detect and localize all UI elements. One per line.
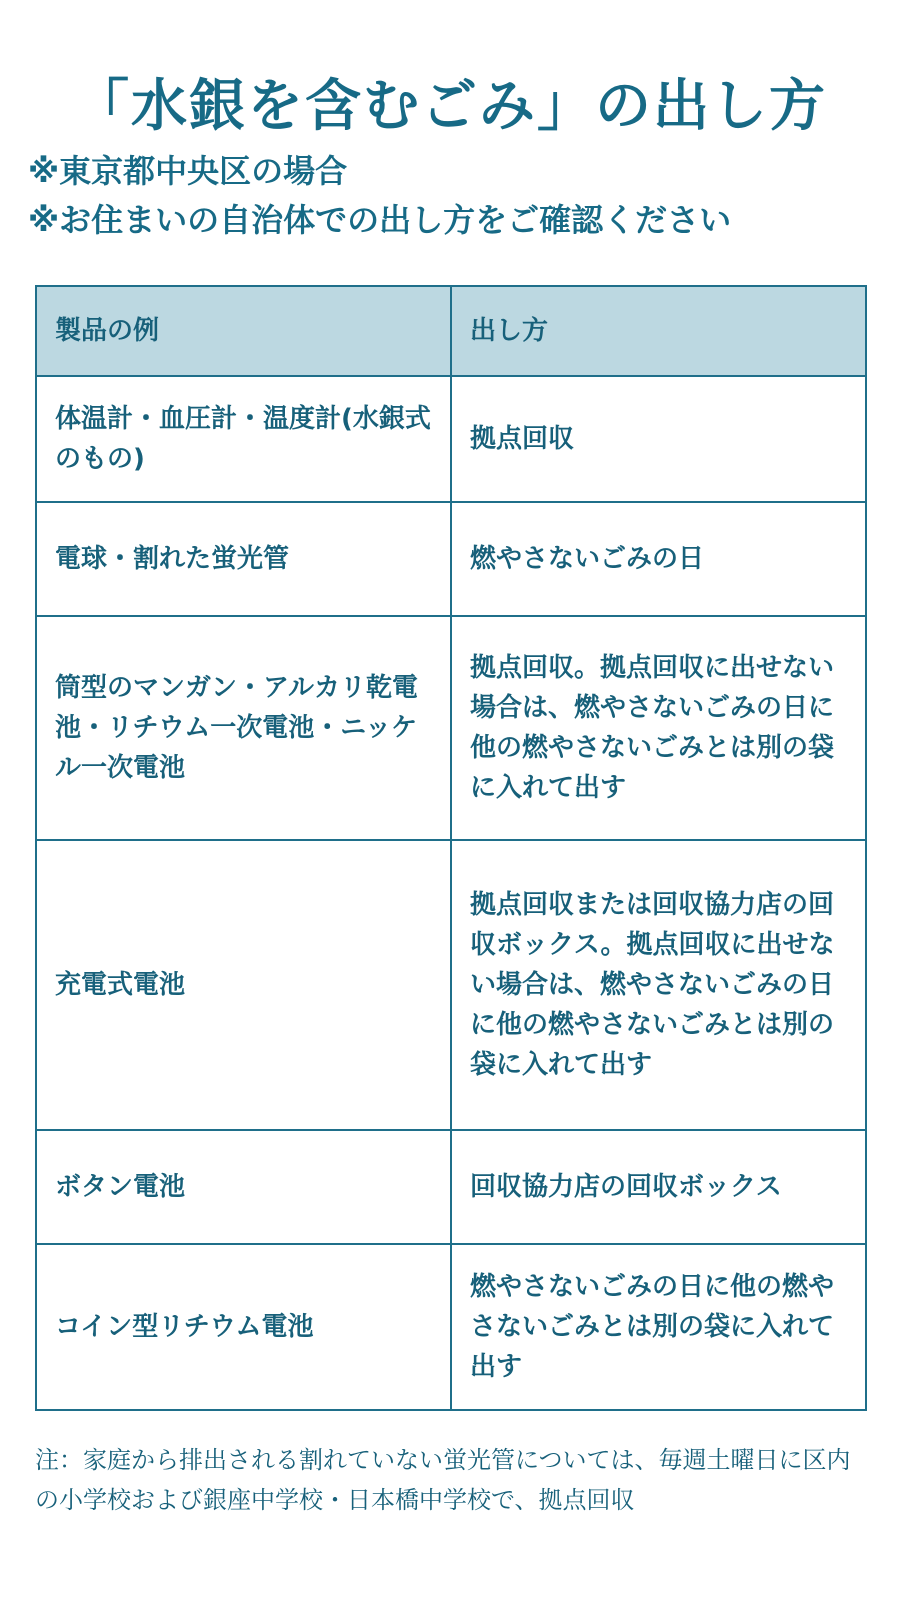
disposal-table bbox=[35, 285, 867, 1411]
header-product: 製品の例 bbox=[36, 286, 451, 376]
product-cell: ボタン電池 bbox=[36, 1130, 451, 1244]
table-row bbox=[36, 502, 866, 616]
method-cell: 燃やさないごみの日 bbox=[451, 502, 866, 616]
note-location: ※東京都中央区の場合 bbox=[28, 152, 348, 190]
table-row bbox=[36, 840, 866, 1130]
method-cell: 燃やさないごみの日に他の燃やさないごみとは別の袋に入れて出す bbox=[451, 1244, 866, 1410]
table-header-row bbox=[36, 286, 866, 376]
header-method: 出し方 bbox=[451, 286, 866, 376]
table-row bbox=[36, 616, 866, 840]
product-cell: 充電式電池 bbox=[36, 840, 451, 1130]
method-cell: 回収協力店の回収ボックス bbox=[451, 1130, 866, 1244]
product-cell: 体温計・血圧計・温度計(水銀式のもの) bbox=[36, 376, 451, 502]
product-cell: コイン型リチウム電池 bbox=[36, 1244, 451, 1410]
table-row bbox=[36, 376, 866, 502]
method-cell: 拠点回収または回収協力店の回収ボックス。拠点回収に出せない場合は、燃やさないごみの日に他の燃やさないごみとは別の袋に入れて出す bbox=[451, 840, 866, 1130]
table-row bbox=[36, 1244, 866, 1410]
page-title: 「水銀を含むごみ」の出し方 bbox=[73, 74, 827, 139]
method-cell: 拠点回収。拠点回収に出せない場合は、燃やさないごみの日に他の燃やさないごみとは別の袋に入れて出す bbox=[451, 616, 866, 840]
table-row bbox=[36, 1130, 866, 1244]
product-cell: 筒型のマンガン・アルカリ乾電池・リチウム一次電池・ニッケル一次電池 bbox=[36, 616, 451, 840]
footnote: 注：家庭から排出される割れていない蛍光管については、毎週土曜日に区内の小学校および銀座中学校・日本橋中学校で、拠点回収 bbox=[35, 1446, 851, 1514]
note-confirm: ※お住まいの自治体での出し方をご確認ください bbox=[28, 201, 732, 239]
method-cell: 拠点回収 bbox=[451, 376, 866, 502]
product-cell: 電球・割れた蛍光管 bbox=[36, 502, 451, 616]
